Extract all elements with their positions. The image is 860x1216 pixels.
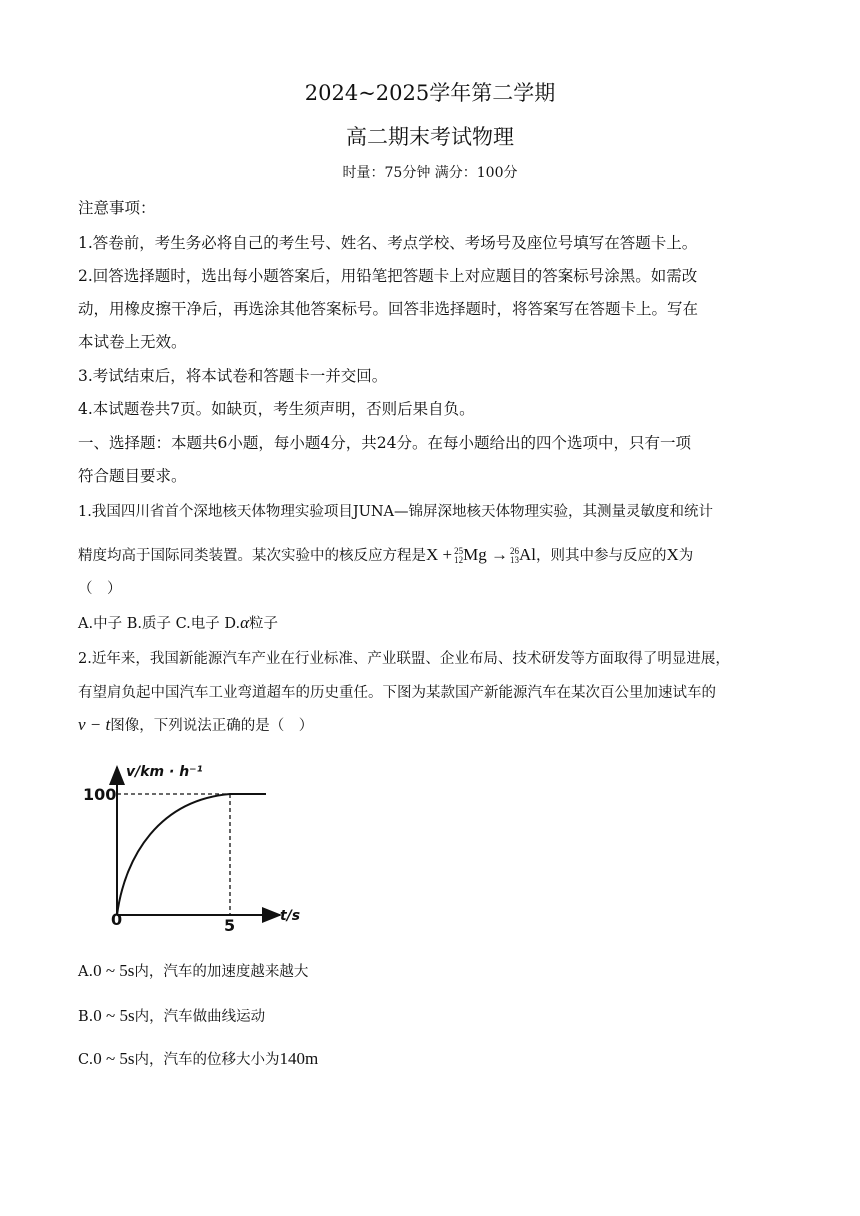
question-1-options-pre: A.中子 B.质子 C.电子 D. <box>78 616 241 632</box>
option-c-value: 140m <box>279 1049 319 1068</box>
al-nuclide-numbers <box>510 547 519 565</box>
question-2-option-b <box>78 1005 265 1028</box>
notice-item-1: 1.答卷前，考生务必将自己的考生号、姓名、考点学校、考场号及座位号填写在答题卡上。 <box>78 234 698 252</box>
question-1-x: X <box>666 545 679 564</box>
question-1-bracket: （ ） <box>78 581 122 597</box>
question-2-line-3-post: 图像，下列说法正确的是（ ） <box>110 718 314 734</box>
option-a-text: 内，汽车的加速度越来越大 <box>134 964 309 980</box>
mg-atomic-number: 12 <box>454 555 464 565</box>
al-mass-number: 26 <box>510 546 519 556</box>
velocity-time-graph <box>80 755 301 940</box>
question-1-options-post: 粒子 <box>249 616 279 632</box>
eq-al: Al <box>519 545 536 564</box>
question-2-option-a <box>78 960 308 983</box>
notice-item-2-line-1: 2.回答选择题时，选出每小题答案后，用铅笔把答题卡上对应题目的答案标号涂黑。如需改 <box>78 267 698 285</box>
exam-term: 2024~2025学年第二学期 <box>304 81 556 105</box>
notice-item-3: 3.考试结束后，将本试卷和答题卡一并交回。 <box>78 367 388 385</box>
time-and-score: 时量：75分钟 满分：100分 <box>342 165 518 181</box>
question-1-line-2-mid: ，则其中参与反应的 <box>536 548 667 564</box>
section-1-line-2: 符合题目要求。 <box>78 467 187 485</box>
notice-item-2-line-3: 本试卷上无效。 <box>78 333 187 351</box>
question-1-options <box>78 612 278 635</box>
mg-nuclide-numbers <box>454 547 463 565</box>
option-c-math: 0 ~ 5s <box>93 1049 135 1068</box>
mg-mass-number: 25 <box>454 546 464 556</box>
al-atomic-number: 13 <box>510 555 519 565</box>
exam-title: 高二期末考试物理 <box>346 125 514 149</box>
section-1-line-1: 一、选择题：本题共6小题，每小题4分，共24分。在每小题给出的四个选项中，只有一项 <box>78 434 691 452</box>
option-b-letter: B. <box>78 1009 94 1025</box>
x-axis-label: t/s <box>280 908 301 924</box>
alpha-symbol: α <box>240 613 250 632</box>
question-2-line-2: 有望肩负起中国汽车工业弯道超车的历史重任。下图为某款国产新能源汽车在某次百公里加速试车的 <box>78 685 716 701</box>
velocity-curve <box>117 794 266 915</box>
eq-arrow: → <box>491 545 508 564</box>
notice-heading: 注意事项： <box>78 199 156 217</box>
eq-x: X <box>426 545 439 564</box>
option-c-letter: C. <box>78 1052 94 1068</box>
question-2-line-3 <box>78 714 313 737</box>
notice-item-2-line-2: 动，用橡皮擦干净后，再选涂其他答案标号。回答非选择题时，将答案写在答题卡上。写在 <box>78 300 699 318</box>
question-1-line-2 <box>78 544 693 567</box>
notice-item-4: 4.本试题卷共7页。如缺页，考生须声明，否则后果自负。 <box>78 400 475 418</box>
option-c-text: 内，汽车的位移大小为 <box>134 1052 280 1068</box>
question-1-line-1: 1.我国四川省首个深地核天体物理实验项目JUNA—锦屏深地核天体物理实验，其测量灵敏度和统计 <box>78 504 714 520</box>
question-2-option-c <box>78 1048 318 1071</box>
option-a-letter: A. <box>78 964 94 980</box>
question-1-line-2-pre: 精度均高于国际同类装置。某次实验中的核反应方程是 <box>78 548 426 564</box>
option-b-math: 0 ~ 5s <box>93 1006 135 1025</box>
v-t-symbol: v − t <box>78 715 111 734</box>
eq-plus: + <box>442 545 453 564</box>
question-2-line-1: 2.近年来，我国新能源汽车产业在行业标准、产业联盟、企业布局、技术研发等方面取得了明显进展， <box>78 651 730 667</box>
y-axis-label: v/km · h⁻¹ <box>126 764 203 780</box>
y-tick-100: 100 <box>83 785 117 804</box>
x-tick-5: 5 <box>224 916 236 935</box>
origin-label: 0 <box>111 910 123 929</box>
option-a-math: 0 ~ 5s <box>93 961 135 980</box>
question-1-line-2-post: 为 <box>678 548 694 564</box>
eq-mg: Mg <box>463 545 487 564</box>
nuclear-equation <box>426 545 536 564</box>
option-b-text: 内，汽车做曲线运动 <box>134 1009 266 1025</box>
